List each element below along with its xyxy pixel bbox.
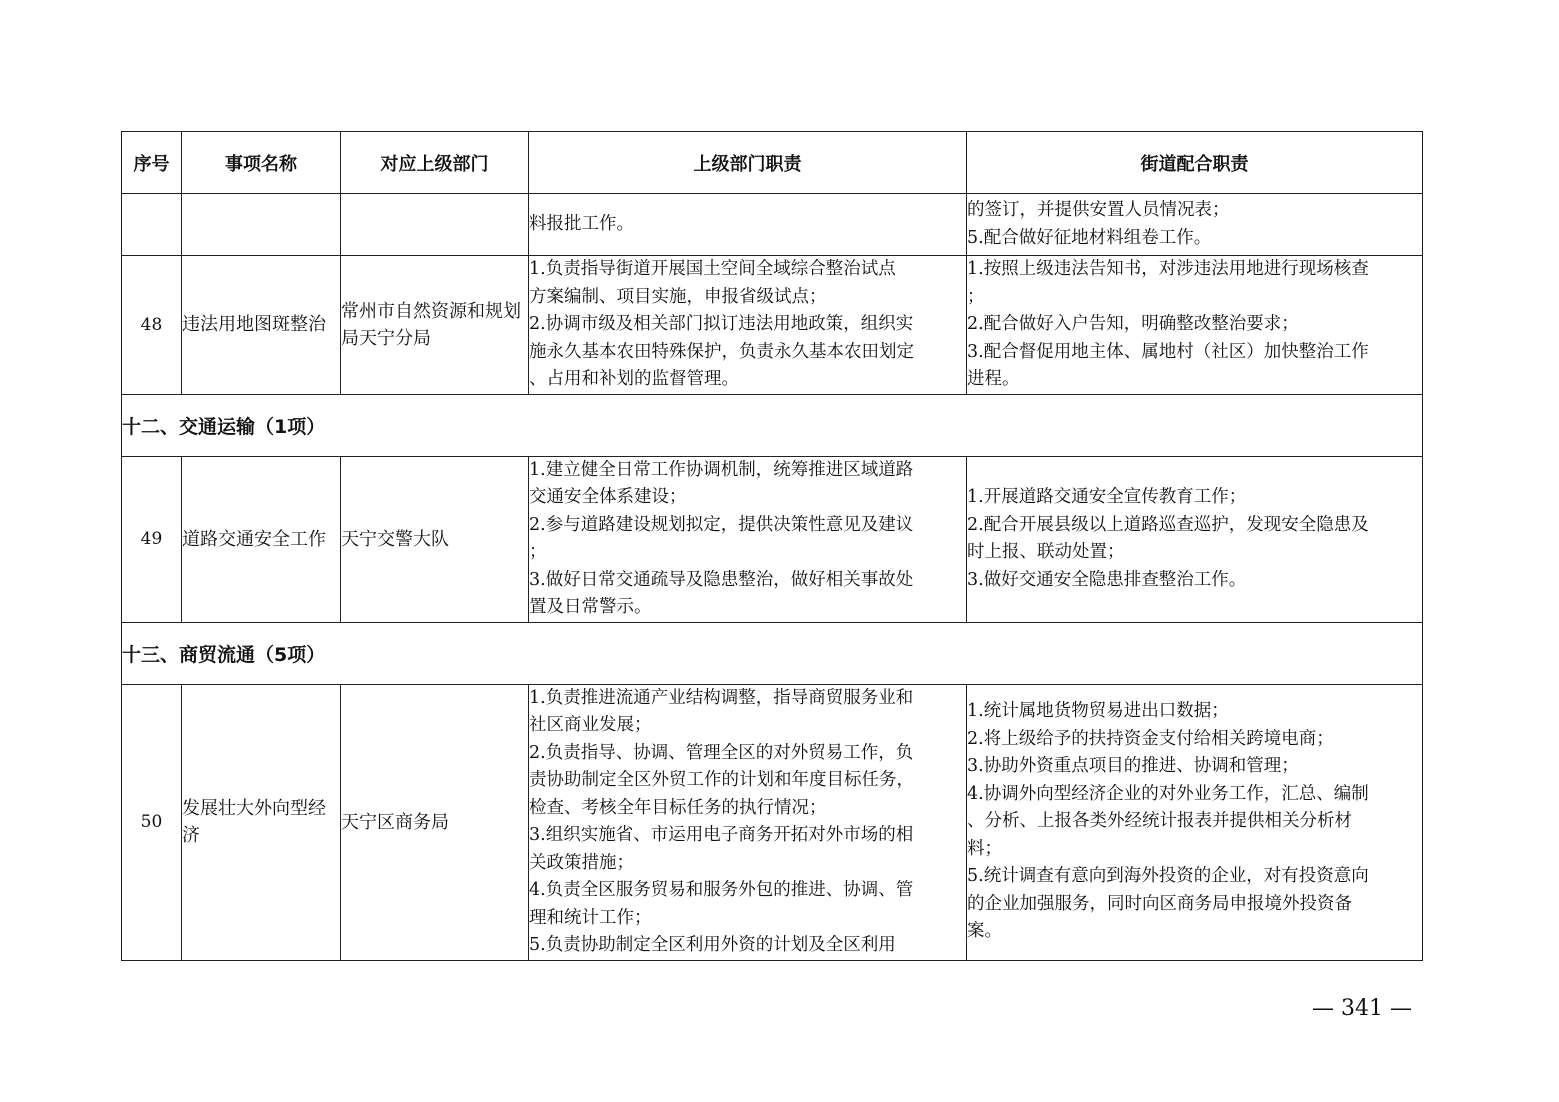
duty-line: 1.负责推进流通产业结构调整，指导商贸服务业和 bbox=[529, 687, 914, 708]
table-row-50 bbox=[122, 684, 1423, 960]
duty-line: 3.做好日常交通疏导及隐患整治，做好相关事故处 bbox=[529, 569, 914, 590]
table-row-continued bbox=[122, 194, 1423, 256]
row-number: 48 bbox=[122, 256, 182, 395]
duty-line: 1.开展道路交通安全宣传教育工作； bbox=[967, 487, 1247, 507]
street-duties-cell bbox=[967, 194, 1423, 256]
upper-duties-cell bbox=[529, 194, 967, 256]
duty-line: 5.负责协助制定全区利用外资的计划及全区利用 bbox=[529, 935, 896, 955]
header-upper-duties: 上级部门职责 bbox=[529, 132, 967, 194]
duty-line: 方案编制、项目实施，申报省级试点； bbox=[529, 286, 827, 307]
upper-duties-cell bbox=[529, 456, 967, 622]
upper-duties-cell bbox=[529, 684, 967, 960]
duty-line: 关政策措施； bbox=[529, 852, 634, 873]
duty-line: 的企业加强服务，同时向区商务局申报境外投资备 bbox=[967, 893, 1352, 914]
duty-line: 社区商业发展； bbox=[529, 715, 652, 735]
duty-line: 5.配合做好征地材料组卷工作。 bbox=[967, 227, 1212, 248]
section-heading: 十二、交通运输（1项） bbox=[122, 394, 1423, 456]
upper-duties-cell bbox=[529, 256, 967, 395]
duty-line: 案。 bbox=[967, 921, 1002, 942]
duty-line: ； bbox=[529, 542, 547, 562]
duty-line: 、占用和补划的监督管理。 bbox=[529, 369, 739, 389]
section-heading: 十三、商贸流通（5项） bbox=[122, 622, 1423, 684]
table-row-48 bbox=[122, 256, 1423, 395]
duties-table bbox=[121, 131, 1423, 961]
duty-line: 2.参与道路建设规划拟定，提供决策性意见及建议 bbox=[529, 514, 914, 535]
duty-line: 2.协调市级及相关部门拟订违法用地政策，组织实 bbox=[529, 314, 914, 334]
duty-line: 2.将上级给予的扶持资金支付给相关跨境电商； bbox=[967, 728, 1334, 749]
duty-line: 3.做好交通安全隐患排查整治工作。 bbox=[967, 569, 1247, 590]
header-street-duties: 街道配合职责 bbox=[967, 132, 1423, 194]
duty-line: 5.统计调查有意向到海外投资的企业，对有投资意向 bbox=[967, 866, 1369, 887]
duty-line: ； bbox=[967, 286, 985, 307]
upper-dept: 天宁区商务局 bbox=[341, 684, 529, 960]
duty-line: 4.协调外向型经济企业的对外业务工作，汇总、编制 bbox=[967, 783, 1369, 804]
duty-line: 置及日常警示。 bbox=[529, 597, 652, 617]
duty-line: 3.协助外资重点项目的推进、协调和管理； bbox=[967, 756, 1299, 777]
duty-line: 1.按照上级违法告知书，对涉违法用地进行现场核查 bbox=[967, 259, 1369, 279]
street-duties-cell bbox=[967, 456, 1423, 622]
duty-line: 2.配合做好入户告知，明确整改整治要求； bbox=[967, 314, 1299, 334]
header-seq: 序号 bbox=[122, 132, 182, 194]
duty-line: 时上报、联动处置； bbox=[967, 542, 1125, 562]
duty-line: 施永久基本农田特殊保护，负责永久基本农田划定 bbox=[529, 341, 914, 362]
upper-dept: 常州市自然资源和规划局天宁分局 bbox=[341, 256, 529, 395]
row-number: 49 bbox=[122, 456, 182, 622]
item-name: 发展壮大外向型经济 bbox=[182, 684, 341, 960]
duty-line: 3.配合督促用地主体、属地村（社区）加快整治工作 bbox=[967, 341, 1369, 362]
cell-dept-empty bbox=[341, 194, 529, 256]
duty-line: 料报批工作。 bbox=[529, 213, 634, 234]
duty-line: 1.统计属地货物贸易进出口数据； bbox=[967, 701, 1229, 722]
duty-line: 责协助制定全区外贸工作的计划和年度目标任务， bbox=[529, 770, 914, 790]
duty-line: 理和统计工作； bbox=[529, 907, 652, 928]
street-duties-cell bbox=[967, 256, 1423, 395]
duty-line: 、分析、上报各类外经统计报表并提供相关分析材 bbox=[967, 811, 1352, 832]
cell-num-empty bbox=[122, 194, 182, 256]
header-item-name: 事项名称 bbox=[182, 132, 341, 194]
duty-line: 的签订，并提供安置人员情况表； bbox=[967, 200, 1230, 220]
header-upper-dept: 对应上级部门 bbox=[341, 132, 529, 194]
duty-line: 检查、考核全年目标任务的执行情况； bbox=[529, 797, 827, 818]
section-row-commerce bbox=[122, 622, 1423, 684]
duty-line: 1.建立健全日常工作协调机制，统筹推进区域道路 bbox=[529, 459, 914, 480]
page-number: — 341 — bbox=[1312, 996, 1412, 1021]
row-number: 50 bbox=[122, 684, 182, 960]
table-row-49 bbox=[122, 456, 1423, 622]
duty-line: 2.配合开展县级以上道路巡查巡护，发现安全隐患及 bbox=[967, 514, 1369, 535]
duty-line: 2.负责指导、协调、管理全区的对外贸易工作，负 bbox=[529, 742, 914, 763]
table-header-row bbox=[122, 132, 1423, 194]
cell-name-empty bbox=[182, 194, 341, 256]
item-name: 道路交通安全工作 bbox=[182, 456, 341, 622]
duty-line: 料； bbox=[967, 838, 1002, 859]
duty-line: 4.负责全区服务贸易和服务外包的推进、协调、管 bbox=[529, 880, 914, 900]
duty-line: 交通安全体系建设； bbox=[529, 487, 687, 507]
duty-line: 3.组织实施省、市运用电子商务开拓对外市场的相 bbox=[529, 825, 914, 845]
upper-dept: 天宁交警大队 bbox=[341, 456, 529, 622]
section-row-transport bbox=[122, 394, 1423, 456]
street-duties-cell bbox=[967, 684, 1423, 960]
duty-line: 进程。 bbox=[967, 369, 1020, 389]
duty-line: 1.负责指导街道开展国土空间全域综合整治试点 bbox=[529, 259, 896, 279]
item-name: 违法用地图斑整治 bbox=[182, 256, 341, 395]
